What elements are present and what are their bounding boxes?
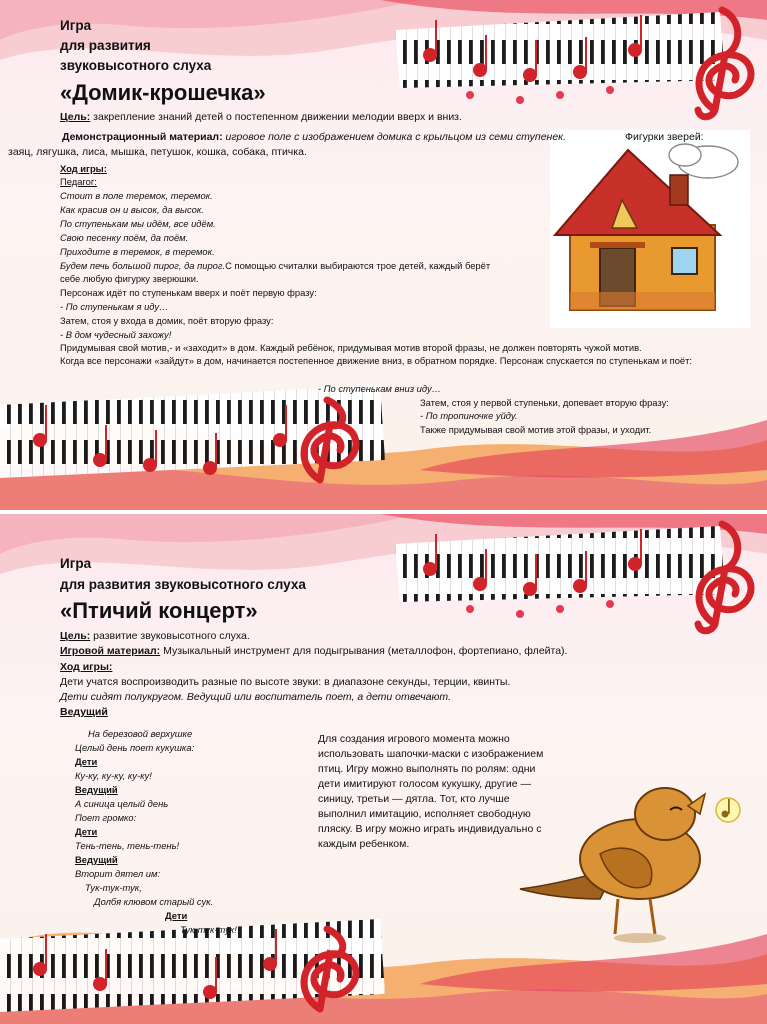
subtitle-line-2: звуковысотного слуха <box>60 58 212 73</box>
script-role: Ведущий <box>75 784 118 795</box>
verse-line: Свою песенку поём, да поём. <box>60 232 189 243</box>
script-line: Ку-ку, ку-ку, ку-ку! <box>75 770 152 781</box>
verse-line: По ступенькам мы идём, все идём. <box>60 218 216 229</box>
verse-line: Стоит в поле теремок, теремок. <box>60 190 213 201</box>
script-role: Дети <box>75 756 98 767</box>
side-text-line: выполнил имитацию, исполняет свободную <box>318 808 531 820</box>
verse-line: Как красив он и высок, да высок. <box>60 204 204 215</box>
goal-line <box>60 629 250 643</box>
final-line: Также придумывая свой мотив этой фразы, и уходит. <box>420 424 652 435</box>
script-line: Вторит дятел им: <box>75 868 161 879</box>
pie-line-italic: Будем печь большой пирог, да пирог. <box>60 260 226 271</box>
game-label: Игра <box>60 556 92 571</box>
script-role: Дети <box>165 910 188 921</box>
pie-line <box>60 259 490 272</box>
phrase-1: - По ступенькам я иду… <box>60 301 169 312</box>
entrance-line: Затем, стоя у входа в домик, поёт вторую фразу: <box>60 315 274 326</box>
script-line: Долбя клювом старый сук. <box>94 896 214 907</box>
goal-line <box>60 110 462 124</box>
side-text-line: синицу, третьи — дятла. Тот, кто лучше <box>318 793 510 805</box>
material-label: Игровой материал: <box>60 645 161 657</box>
script-line: Целый день поет кукушка: <box>75 742 195 753</box>
page-domik <box>0 0 767 510</box>
goal-text: закрепление знаний детей о постепенном движении мелодии вверх и вниз. <box>90 111 462 123</box>
course-italic: Дети сидят полукругом. Ведущий или воспитатель поет, а дети отвечают. <box>60 691 451 703</box>
course-text: Дети учатся воспроизводить разные по высоте звуки: в диапазоне секунды, терции, квинты. <box>60 676 511 688</box>
script-line: Тук-тук-тук, <box>85 882 142 893</box>
verse-line: Приходите в теремок, в теремок. <box>60 246 215 257</box>
side-text-line: каждым ребенком. <box>318 838 410 850</box>
course-label: Ход игры: <box>60 661 113 673</box>
script-line: А синица целый день <box>75 798 169 809</box>
game-title: «Птичий концерт» <box>60 598 258 623</box>
goal-label: Цель: <box>60 111 91 123</box>
subtitle-line: для развития звуковысотного слуха <box>60 577 306 592</box>
goal-text: развитие звуковысотного слуха. <box>90 630 250 642</box>
pie-line-rest: С помощью считалки выбираются трое детей, каждый берёт <box>225 260 491 271</box>
side-text-line: использовать шапочки-маски с изображением <box>318 748 544 760</box>
side-text-line: птиц. Игру можно выполнять по ролям: одни <box>318 763 536 775</box>
side-text-line: пляску. В игру можно играть индивидуально с <box>318 823 542 835</box>
phrase-3: - По ступенькам вниз иду… <box>318 383 442 394</box>
first-step-line: Затем, стоя у первой ступеньки, допевает вторую фразу: <box>420 397 669 408</box>
game-label: Игра <box>60 18 92 33</box>
phrase-4: - По тропиночке уйду. <box>420 410 518 421</box>
motif-line: Придумывая свой мотив,- и «заходит» в дом. Каждый ребёнок, придумывая мотив второй фразы, не должен повторять чужой мотив. <box>60 342 642 353</box>
material-label: Демонстрационный материал: <box>62 131 223 143</box>
script-role: Дети <box>75 826 98 837</box>
character-line: Персонаж идёт по ступенькам вверх и поёт первую фразу: <box>60 287 317 298</box>
pick-line: себе любую фигурку зверюшки. <box>60 273 199 284</box>
animals-list: заяц, лягушка, лиса, мышка, петушок, кошка, собака, птичка. <box>8 146 307 158</box>
course-label: Ход игры: <box>60 163 107 174</box>
script-line: На березовой верхушке <box>88 728 193 739</box>
script-line: Тук-тук-тук! <box>180 924 237 935</box>
material-line <box>62 130 566 144</box>
script-line: Поет громко: <box>75 812 137 823</box>
script-line: Тень-тень, тень-тень! <box>75 840 180 851</box>
material-text: Музыкальный инструмент для подыгрывания (металлофон, фортепиано, флейта). <box>160 645 568 657</box>
game-title: «Домик-крошечка» <box>60 80 266 105</box>
material-line <box>60 644 567 658</box>
teacher-label: Педагог: <box>60 176 97 187</box>
subtitle-line-1: для развития <box>60 38 151 53</box>
animals-label: Фигурки зверей: <box>625 131 704 143</box>
side-text-line: Для создания игрового момента можно <box>318 733 510 745</box>
return-paragraph: Когда все персонажи «зайдут» в дом, начинается постепенное движение вниз, в обратном порядке. Персонаж спускается по ступенькам и поёт: <box>60 355 693 366</box>
side-text-line: дети имитируют голосом кукушку, другие — <box>318 778 531 790</box>
phrase-2: - В дом чудесный захожу! <box>60 329 172 340</box>
leader-label: Ведущий <box>60 706 108 718</box>
goal-label: Цель: <box>60 630 91 642</box>
page-ptichiy-koncert <box>0 514 767 1024</box>
material-text: игровое поле с изображением домика с крыльцом из семи ступенек. <box>222 131 567 143</box>
script-role: Ведущий <box>75 854 118 865</box>
